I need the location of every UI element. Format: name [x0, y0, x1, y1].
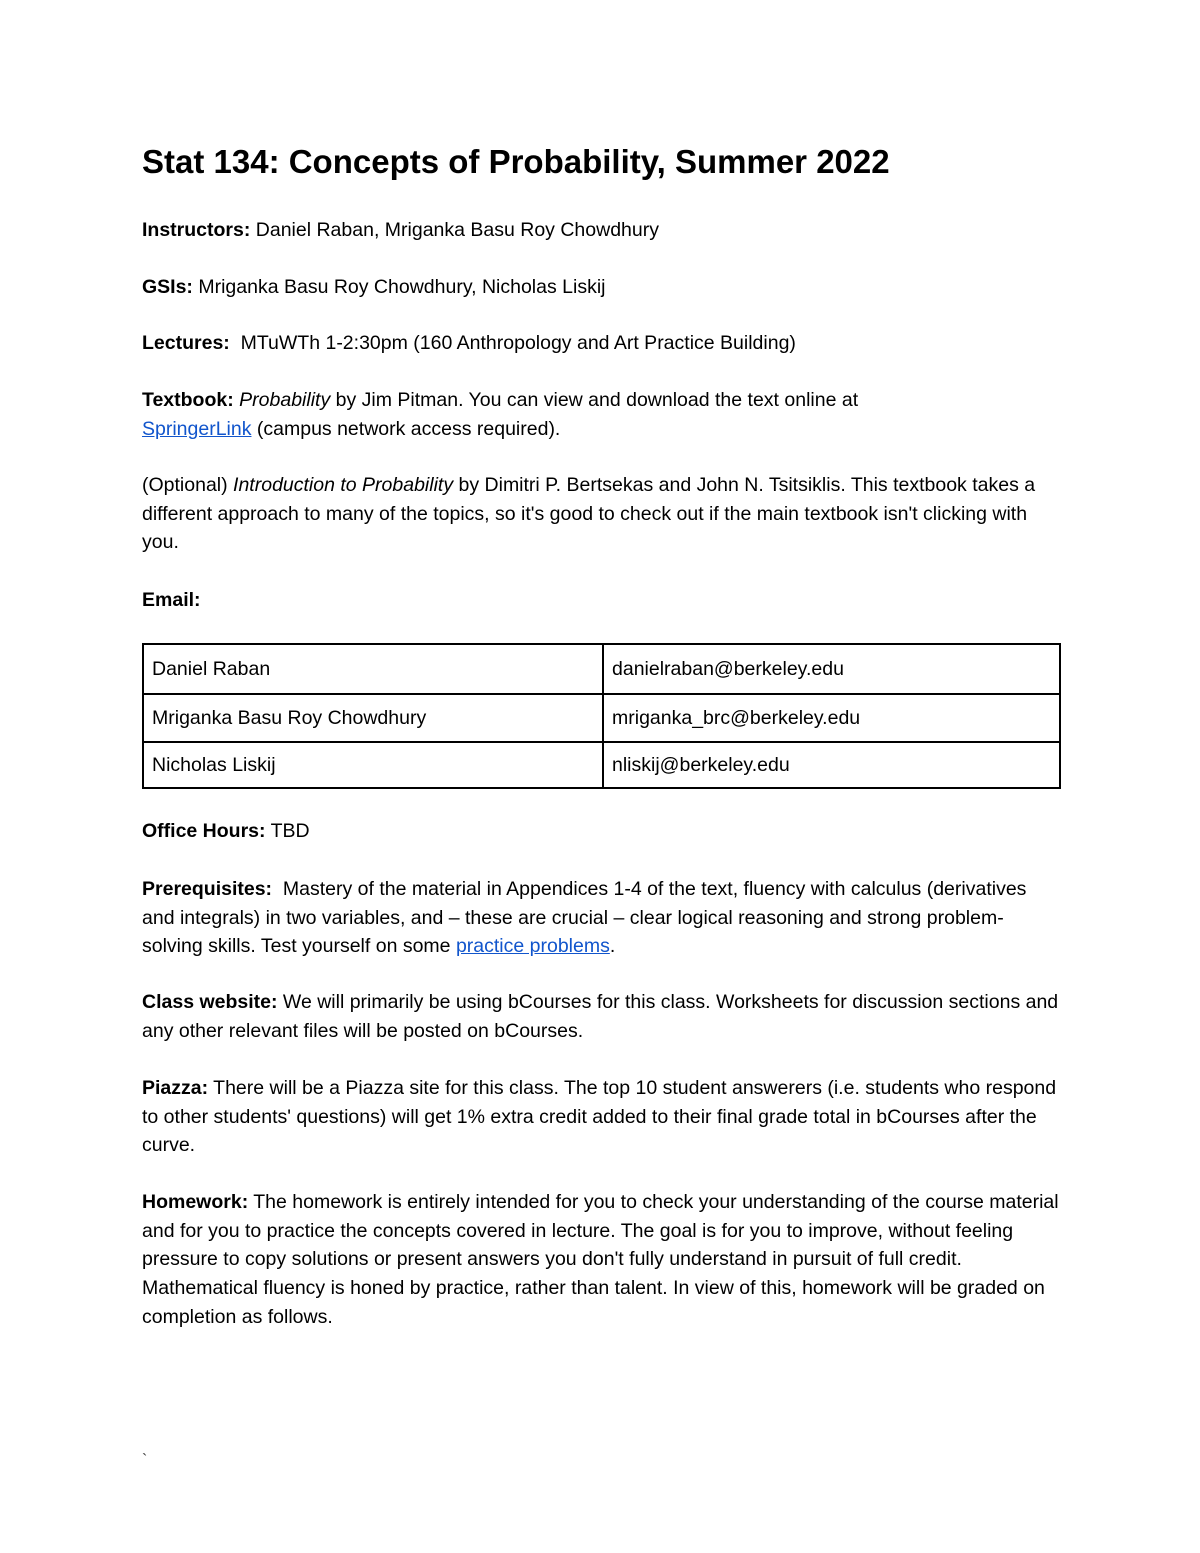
name-cell: Daniel Raban — [143, 644, 603, 694]
email-label: Email: — [142, 589, 201, 611]
prerequisites-end: . — [609, 935, 616, 958]
email-cell: danielraban@berkeley.edu — [603, 644, 1060, 694]
table-row — [143, 742, 1060, 788]
office-hours-value: TBD — [265, 820, 310, 842]
page-title: Stat 134: Concepts of Probability, Summer 2022 — [142, 143, 890, 180]
office-hours-label: Office Hours: — [142, 820, 266, 842]
prerequisites-paragraph — [142, 875, 1062, 961]
optional-textbook-paragraph — [142, 471, 1062, 557]
instructors-line — [142, 216, 1062, 245]
textbook-label: Textbook: — [142, 389, 234, 411]
lectures-value: MTuWTh 1-2:30pm (160 Anthropology and Art Practice Building) — [229, 332, 796, 354]
textbook-title: Probability — [239, 389, 331, 411]
gsis-line — [142, 273, 1062, 302]
piazza-paragraph — [142, 1074, 1062, 1160]
email-cell: nliskij@berkeley.edu — [603, 742, 1060, 788]
table-row — [143, 694, 1060, 742]
class-website-paragraph — [142, 988, 1062, 1045]
email-cell: mriganka_brc@berkeley.edu — [603, 694, 1060, 742]
instructors-value: Daniel Raban, Mriganka Basu Roy Chowdhury — [250, 219, 659, 241]
gsis-label: GSIs: — [142, 276, 193, 298]
homework-text: The homework is entirely intended for you to check your understanding of the course material and for you to practice the concepts covered in lecture. The goal is for you to improve, without feeling pressure to copy solutions or present answers you don't fully understand in pursuit of full credit. Mathematical fluency is honed by practice, rather than talent. In view of this, homework will be graded on completion as follows. — [142, 1191, 1059, 1328]
table-row — [143, 644, 1060, 694]
textbook-text-1: by Jim Pitman. You can view and download the text online at — [330, 389, 859, 411]
lectures-line — [142, 329, 1062, 358]
textbook-text-2: (campus network access required). — [251, 417, 561, 440]
email-table — [142, 643, 1061, 789]
homework-paragraph — [142, 1188, 1062, 1332]
piazza-label: Piazza: — [142, 1077, 209, 1099]
textbook-paragraph — [142, 386, 922, 443]
gsis-value: Mriganka Basu Roy Chowdhury, Nicholas Liskij — [192, 276, 606, 298]
email-heading — [142, 586, 1062, 615]
practice-problems-link[interactable]: practice problems — [455, 935, 610, 958]
name-cell: Mriganka Basu Roy Chowdhury — [143, 694, 603, 742]
optional-text: by Dimitri P. Bertsekas and John N. Tsitsiklis. This textbook takes a different approach to many of the topics, so it's good to check out if the main textbook isn't clicking with you. — [142, 474, 1036, 554]
homework-label: Homework: — [142, 1191, 249, 1213]
name-cell: Nicholas Liskij — [143, 742, 603, 788]
piazza-text: There will be a Piazza site for this class. The top 10 student answerers (i.e. students who respond to other students' questions) will get 1% extra credit added to their final grade total in bCourses after the curve. — [142, 1077, 1057, 1157]
office-hours-line — [142, 817, 1062, 846]
optional-book-title: Introduction to Probability — [233, 474, 454, 496]
prerequisites-label: Prerequisites: — [142, 878, 273, 900]
instructors-label: Instructors: — [142, 219, 251, 241]
footer-mark: ` — [142, 1452, 148, 1469]
prerequisites-text: Mastery of the material in Appendices 1-4 of the text, fluency with calculus (derivatives and integrals) in two variables, and – these are crucial – clear logical reasoning and strong problem-solving skills. Test yourself on some — [142, 878, 1032, 958]
class-website-text: We will primarily be using bCourses for this class. Worksheets for discussion sections and any other relevant files will be posted on bCourses. — [142, 991, 1059, 1042]
lectures-label: Lectures: — [142, 332, 230, 354]
class-website-label: Class website: — [142, 991, 278, 1013]
optional-prefix: (Optional) — [142, 474, 234, 496]
springerlink-link[interactable]: SpringerLink — [142, 417, 252, 440]
